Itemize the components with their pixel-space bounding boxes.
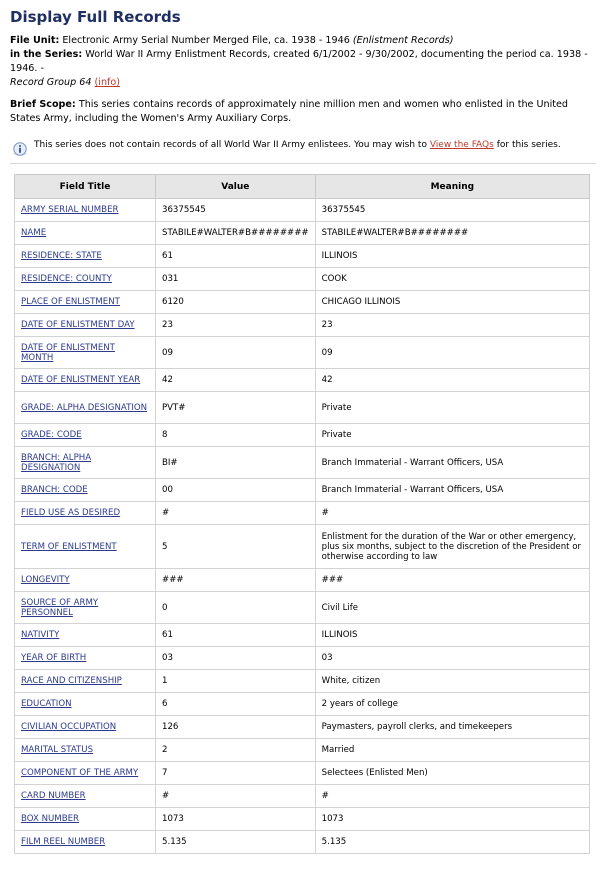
table-row [15,716,590,739]
field-title-link[interactable]: BOX NUMBER [21,814,80,824]
table-row [15,392,590,424]
value-cell: 6120 [156,291,316,314]
info-icon [12,141,28,157]
meaning-cell: 36375545 [315,199,589,222]
field-title-link[interactable]: FIELD USE AS DESIRED [21,508,121,518]
field-title-cell [15,624,156,647]
meaning-cell: Private [315,392,589,424]
field-title-cell [15,369,156,392]
meaning-cell: Private [315,424,589,447]
table-row [15,479,590,502]
value-cell: 031 [156,268,316,291]
field-title-link[interactable]: CARD NUMBER [21,791,86,801]
table-row [15,831,590,854]
field-title-link[interactable]: LONGEVITY [21,575,70,585]
info-link[interactable]: (info) [94,77,121,88]
meaning-cell: Branch Immaterial - Warrant Officers, USA [315,447,589,479]
field-title-cell [15,314,156,337]
meaning-cell: STABILE#WALTER#B######## [315,222,589,245]
value-cell: 1 [156,670,316,693]
field-title-link[interactable]: PLACE OF ENLISTMENT [21,297,120,307]
value-cell: 8 [156,424,316,447]
record-group-line [10,76,596,90]
table-row [15,670,590,693]
brief-scope-label: Brief Scope: [10,99,76,110]
table-row [15,525,590,569]
field-title-link[interactable]: GRADE: ALPHA DESIGNATION [21,402,148,413]
table-row [15,447,590,479]
field-title-link[interactable]: BRANCH: CODE [21,485,88,495]
field-title-link[interactable]: CIVILIAN OCCUPATION [21,722,117,732]
header-value: Value [156,175,316,199]
field-title-link[interactable]: MARITAL STATUS [21,745,94,755]
table-row [15,647,590,670]
field-title-cell [15,447,156,479]
field-title-link[interactable]: FILM REEL NUMBER [21,837,106,847]
field-title-cell [15,392,156,424]
meaning-cell: Paymasters, payroll clerks, and timekeepers [315,716,589,739]
table-row [15,268,590,291]
field-title-cell [15,785,156,808]
field-title-cell [15,592,156,624]
record-group: Record Group 64 [10,77,92,88]
table-row [15,693,590,716]
notice-text [34,140,561,150]
table-row [15,762,590,785]
meaning-cell: Married [315,739,589,762]
table-row [15,369,590,392]
field-title-cell [15,762,156,785]
field-title-link[interactable]: NAME [21,228,47,238]
field-title-cell [15,502,156,525]
series-line [10,48,596,76]
field-title-link[interactable]: DATE OF ENLISTMENT YEAR [21,375,141,385]
file-unit-qualifier: (Enlistment Records) [352,35,454,46]
field-title-cell [15,525,156,569]
field-title-cell [15,670,156,693]
field-title-cell [15,245,156,268]
table-row [15,739,590,762]
value-cell: 61 [156,624,316,647]
brief-scope-text: This series contains records of approximately nine million men and women who enlisted in the United States Army, including the Women's Army Auxiliary Corps. [10,99,569,124]
meaning-cell: # [315,785,589,808]
field-title-link[interactable]: DATE OF ENLISTMENT MONTH [21,342,115,363]
meaning-cell: 2 years of college [315,693,589,716]
meaning-cell: Selectees (Enlisted Men) [315,762,589,785]
value-cell: 0 [156,592,316,624]
meaning-cell: Enlistment for the duration of the War or other emergency, plus six months, subject to the discretion of the President or otherwise according to law [315,525,589,569]
faq-link[interactable]: View the FAQs [429,140,494,150]
value-cell: 5.135 [156,831,316,854]
header-meaning: Meaning [315,175,589,199]
table-row [15,199,590,222]
table-row [15,291,590,314]
notice-text-before: This series does not contain records of all World War II Army enlistees. You may wish to [34,140,427,150]
field-title-link[interactable]: GRADE: CODE [21,430,82,440]
value-cell: 6 [156,693,316,716]
field-title-cell [15,693,156,716]
field-title-cell [15,647,156,670]
field-title-link[interactable]: TERM OF ENLISTMENT [21,541,117,552]
meaning-cell: Civil Life [315,592,589,624]
table-row [15,245,590,268]
table-row [15,502,590,525]
field-title-link[interactable]: EDUCATION [21,699,72,709]
value-cell: 09 [156,337,316,369]
field-title-link[interactable]: BRANCH: ALPHA DESIGNATION [21,452,92,473]
meaning-cell: CHICAGO ILLINOIS [315,291,589,314]
meaning-cell: 42 [315,369,589,392]
value-cell: 03 [156,647,316,670]
notice-text-after: for this series. [496,140,561,150]
table-header-row [15,175,590,199]
meaning-cell: 23 [315,314,589,337]
value-cell: PVT# [156,392,316,424]
value-cell: 1073 [156,808,316,831]
meaning-cell: ### [315,569,589,592]
meaning-cell: 03 [315,647,589,670]
series-label: in the Series: [10,49,83,60]
field-title-link[interactable]: SOURCE OF ARMY PERSONNEL [21,597,99,618]
field-title-link[interactable]: RESIDENCE: STATE [21,251,102,261]
record-metadata [10,34,596,90]
meaning-cell: ILLINOIS [315,624,589,647]
field-title-link[interactable]: RACE AND CITIZENSHIP [21,676,122,686]
value-cell: # [156,502,316,525]
field-title-cell [15,424,156,447]
value-cell: 2 [156,739,316,762]
value-cell: 5 [156,525,316,569]
table-row [15,424,590,447]
value-cell: ### [156,569,316,592]
field-title-cell [15,268,156,291]
table-row [15,624,590,647]
field-title-link[interactable]: NATIVITY [21,630,60,640]
field-title-link[interactable]: YEAR OF BIRTH [21,653,87,663]
meaning-cell: White, citizen [315,670,589,693]
meaning-cell: ILLINOIS [315,245,589,268]
field-title-cell [15,831,156,854]
field-title-link[interactable]: COMPONENT OF THE ARMY [21,768,139,778]
value-cell: 61 [156,245,316,268]
meaning-cell: 1073 [315,808,589,831]
table-row [15,222,590,245]
field-title-cell [15,222,156,245]
table-row [15,592,590,624]
meaning-cell: 09 [315,337,589,369]
header-field-title: Field Title [15,175,156,199]
value-cell: 36375545 [156,199,316,222]
field-title-cell [15,569,156,592]
field-title-link[interactable]: DATE OF ENLISTMENT DAY [21,320,135,330]
value-cell: 42 [156,369,316,392]
value-cell: BI# [156,447,316,479]
faq-notice [10,136,596,164]
field-title-cell [15,199,156,222]
meaning-cell: # [315,502,589,525]
field-title-cell [15,739,156,762]
file-unit-value: Electronic Army Serial Number Merged File, ca. 1938 - 1946 [62,35,350,46]
brief-scope [10,98,596,126]
series-value: World War II Army Enlistment Records, created 6/1/2002 - 9/30/2002, documenting the period ca. 1938 - 1946. - [10,49,588,74]
meaning-cell: Branch Immaterial - Warrant Officers, USA [315,479,589,502]
table-row [15,314,590,337]
field-title-link[interactable]: ARMY SERIAL NUMBER [21,205,119,215]
field-title-link[interactable]: RESIDENCE: COUNTY [21,274,112,284]
meaning-cell: 5.135 [315,831,589,854]
field-title-cell [15,479,156,502]
file-unit-line [10,34,596,48]
field-title-cell [15,716,156,739]
table-row [15,808,590,831]
table-body [15,199,590,854]
field-title-cell [15,337,156,369]
value-cell: 7 [156,762,316,785]
field-title-cell [15,291,156,314]
value-cell: STABILE#WALTER#B######## [156,222,316,245]
value-cell: 23 [156,314,316,337]
table-row [15,569,590,592]
value-cell: 00 [156,479,316,502]
field-title-cell [15,808,156,831]
value-cell: 126 [156,716,316,739]
records-table [14,174,590,854]
file-unit-label: File Unit: [10,35,60,46]
page-title: Display Full Records [10,8,181,26]
table-row [15,785,590,808]
value-cell: # [156,785,316,808]
meaning-cell: COOK [315,268,589,291]
table-row [15,337,590,369]
